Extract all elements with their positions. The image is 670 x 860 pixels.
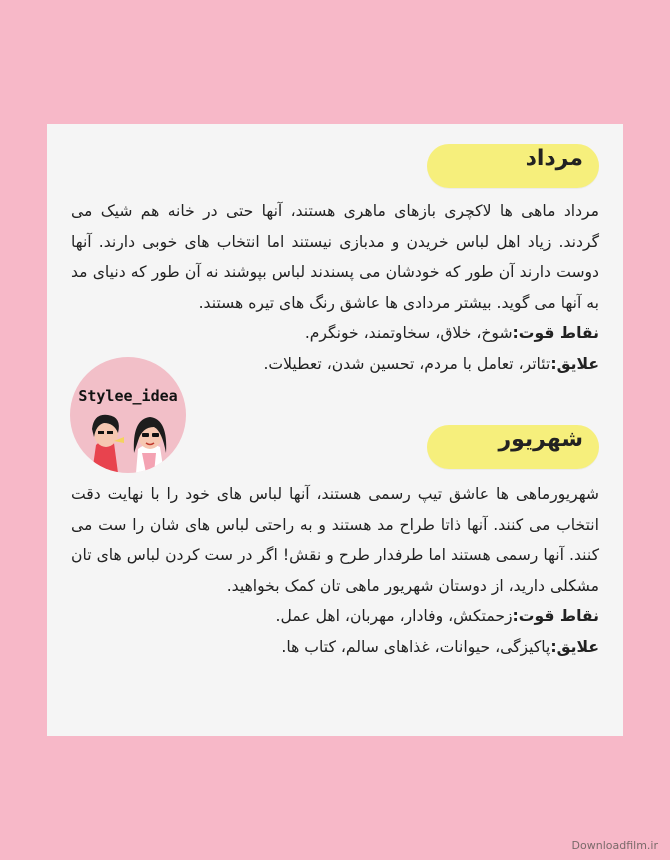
interests-value: تئاتر، تعامل با مردم، تحسین شدن، تعطیلات. bbox=[263, 354, 551, 373]
interests-label: علایق: bbox=[550, 637, 599, 656]
strengths-label: نقاط قوت: bbox=[512, 607, 599, 625]
strengths-value: شوخ، خلاق، سخاوتمند، خونگرم. bbox=[304, 324, 513, 342]
strengths-line bbox=[71, 318, 599, 349]
section-mordad bbox=[71, 140, 599, 379]
strengths-value: زحمتکش، وفادار، مهربان، اهل عمل. bbox=[275, 607, 513, 625]
interests-line bbox=[71, 632, 599, 663]
section-paragraph: مرداد ماهی ها لاکچری بازهای ماهری هستند، آنها حتی در خانه هم شیک می گردند. زیاد اهل لباس خریدن و مدبازی نیستند اما انتخاب های خوبی دارند. آنها دوست دارند آن طور که خودشان می پسندند لباس بپوشند نه آن طور که دنیای مد به آنها می گوید. بیشتر مردادی ها عاشق رنگ های تیره هستند. bbox=[71, 202, 599, 312]
strengths-line bbox=[71, 601, 599, 632]
avatar bbox=[70, 357, 186, 473]
section-title-wrap bbox=[71, 140, 599, 188]
section-title: شهریور bbox=[498, 427, 583, 452]
section-paragraph: شهریورماهی ها عاشق تیپ رسمی هستند، آنها لباس های خود را با نهایت دقت انتخاب می کنند. آنها ذاتا طراح مد هستند و به راحتی لباس های شان را ست می کنند. آنها رسمی هستند اما طرفدار طرح و نقش! اگر در ست کردن لباس های تان مشکلی دارید، از دوستان شهریور ماهی تان کمک بخواهید. bbox=[71, 485, 599, 595]
interests-label: علایق: bbox=[550, 354, 599, 373]
avatar-illustration-icon bbox=[70, 357, 186, 473]
section-title: مرداد bbox=[525, 146, 583, 171]
interests-value: پاکیزگی، حیوانات، غذاهای سالم، کتاب ها. bbox=[281, 637, 551, 656]
watermark: Downloadfilm.ir bbox=[571, 839, 658, 852]
avatar-handle: Stylee_idea bbox=[78, 387, 178, 405]
strengths-label: نقاط قوت: bbox=[512, 324, 599, 342]
